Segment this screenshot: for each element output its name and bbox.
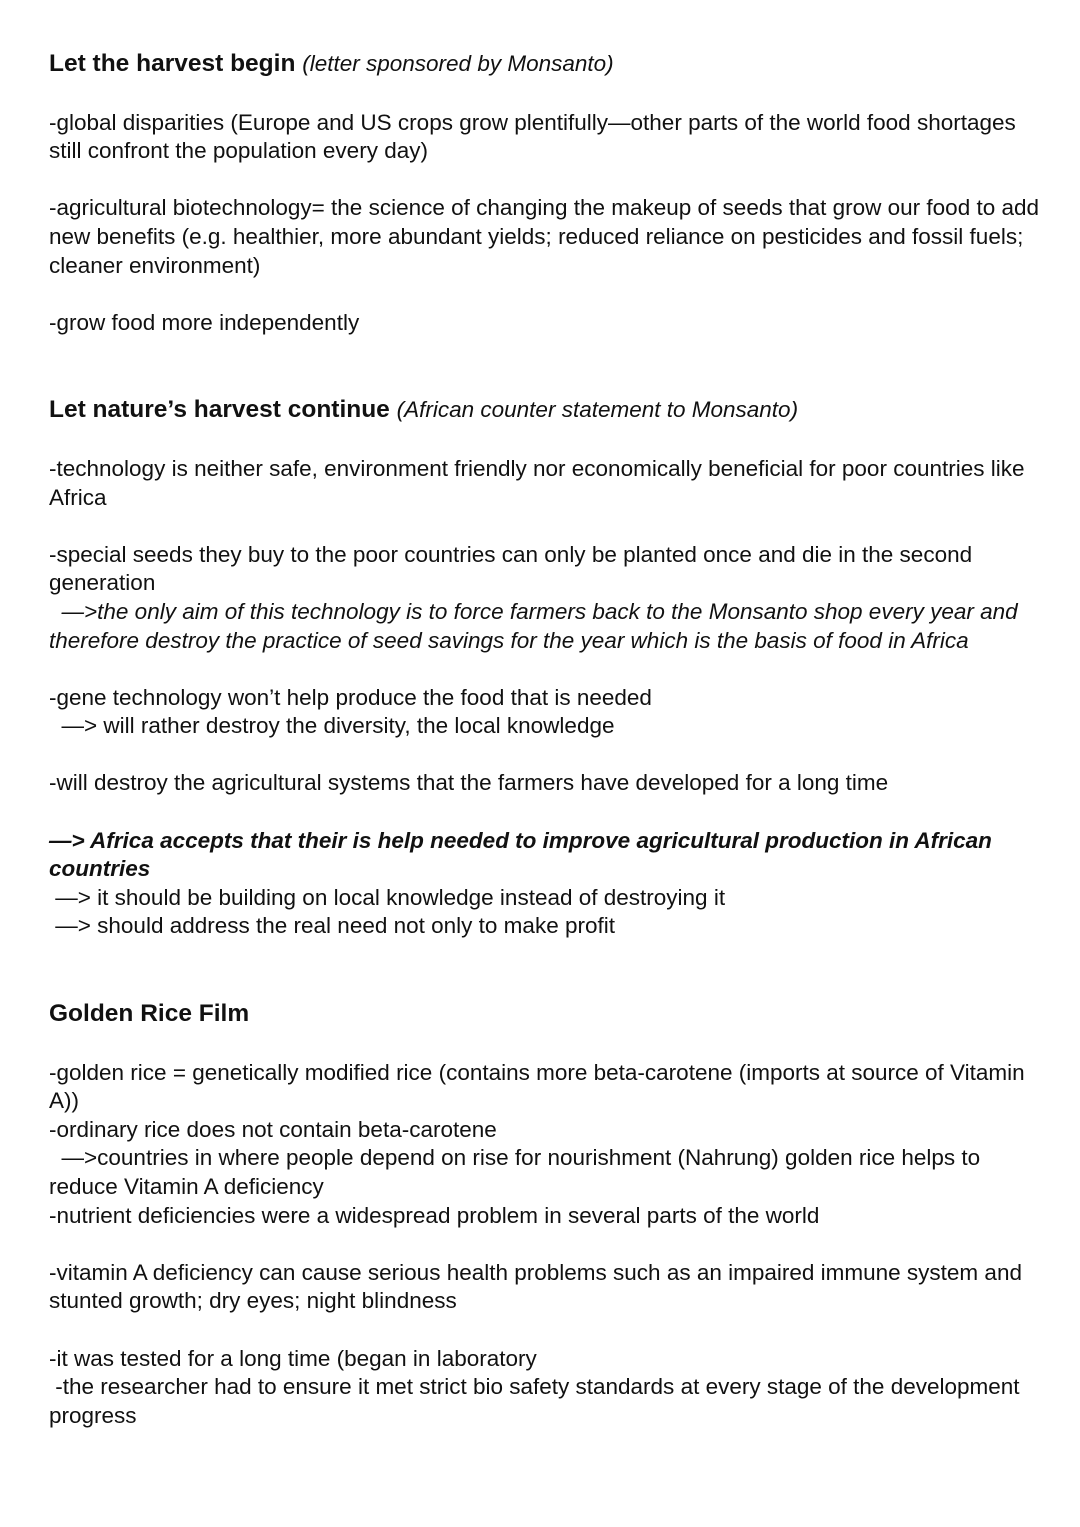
heading-title: Golden Rice Film	[49, 1000, 250, 1028]
section-heading-natures-harvest	[49, 394, 1049, 426]
heading-title: Let nature’s harvest continue	[49, 396, 390, 424]
note-paragraph: -grow food more independently	[49, 309, 360, 335]
note-paragraph: -gene technology won’t help produce the food that is needed	[49, 684, 652, 710]
note-paragraph: -technology is neither safe, environment friendly nor economically beneficial for poor countries like Africa	[49, 455, 1030, 510]
heading-title: Let the harvest begin	[49, 50, 296, 77]
note-subpoint: —>countries in where people depend on rise for nourishment (Nahrung) golden rice helps to reduce Vitamin A deficiency	[49, 1145, 987, 1199]
note-paragraph: -it was tested for a long time (began in laboratory	[49, 1345, 537, 1371]
note-paragraph: -vitamin A deficiency can cause serious health problems such as an impaired immune system and stunted growth; dry eyes; night blindness	[49, 1259, 1029, 1314]
heading-subtitle: (letter sponsored by Monsanto)	[302, 51, 614, 76]
note-conclusion: —> Africa accepts that their is help needed to improve agricultural production in African countries	[49, 827, 999, 882]
note-subpoint: —>the only aim of this technology is to force farmers back to the Monsanto shop every year and therefore destroy the practice of seed savings for the year which is the basis of food in Africa	[49, 598, 1024, 653]
heading-subtitle: (African counter statement to Monsanto)	[396, 397, 799, 423]
note-paragraph: -will destroy the agricultural systems that the farmers have developed for a long time	[49, 770, 889, 796]
note-paragraph: -nutrient deficiencies were a widespread problem in several parts of the world	[49, 1202, 820, 1228]
note-subpoint: —> will rather destroy the diversity, the local knowledge	[49, 713, 615, 739]
note-subpoint: -the researcher had to ensure it met strict bio safety standards at every stage of the development progress	[49, 1374, 1026, 1428]
note-paragraph: -ordinary rice does not contain beta-carotene	[49, 1116, 497, 1142]
note-paragraph: -agricultural biotechnology= the science of changing the makeup of seeds that grow our food to add new benefits (e.g. healthier, more abundant yields; reduced reliance on pesticides and fossil fuels; cleaner environment)	[49, 195, 1046, 278]
note-subpoint: —> should address the real need not only to make profit	[49, 913, 615, 939]
section-heading-harvest-begin	[49, 48, 1049, 80]
note-paragraph: -global disparities (Europe and US crops grow plentifully—other parts of the world food shortages still confront the population every day)	[49, 109, 1023, 164]
note-paragraph: -special seeds they buy to the poor countries can only be planted once and die in the second generation	[49, 541, 979, 596]
notes-page	[49, 48, 1049, 1430]
note-paragraph: -golden rice = genetically modified rice (contains more beta-carotene (imports at source of Vitamin A))	[49, 1059, 1030, 1114]
note-subpoint: —> it should be building on local knowledge instead of destroying it	[49, 884, 726, 910]
section-heading-golden-rice	[49, 998, 1049, 1030]
